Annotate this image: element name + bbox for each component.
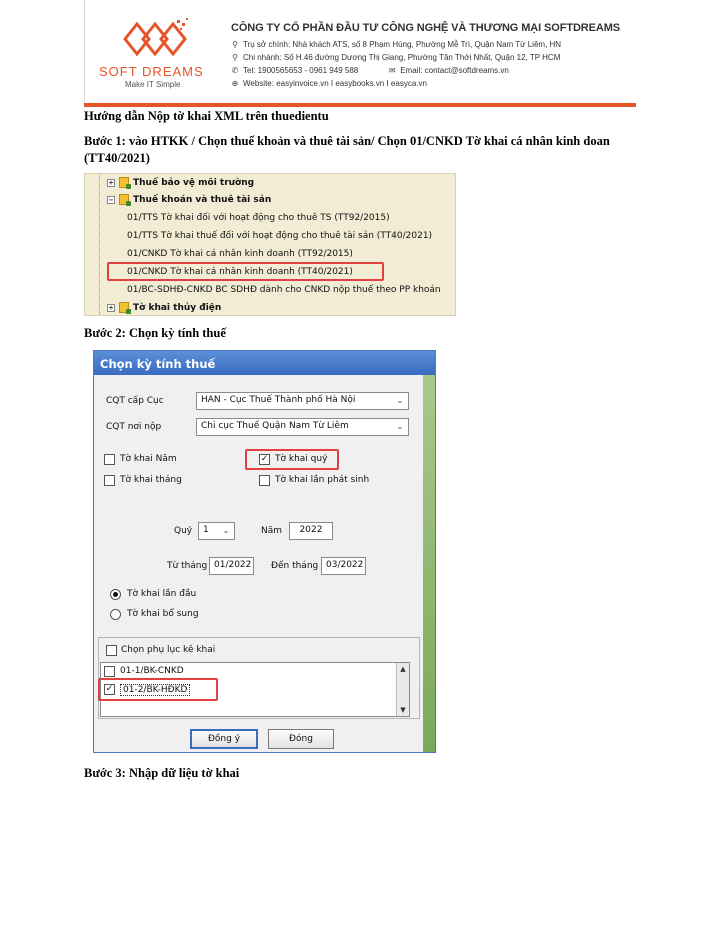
tree-item-bc-sdhd[interactable]: 01/BC-SDHĐ-CNKD BC SDHĐ dành cho CNKD nộp thuế theo PP khoán bbox=[127, 284, 441, 295]
tree-item-tts-40[interactable]: 01/TTS Tờ khai thuế đối với hoạt động cho thuê tài sản (TT40/2021) bbox=[127, 230, 433, 241]
step3-text: Bước 3: Nhập dữ liệu tờ khai bbox=[84, 766, 240, 780]
quy-label: Quý bbox=[174, 526, 193, 536]
step1-text: Bước 1: vào HTKK / Chọn thuế khoản và thuê tài sản/ Chọn 01/CNKD Tờ khai cá nhân kinh doan bbox=[84, 134, 610, 148]
location-pin-icon: ⚲ bbox=[232, 53, 238, 62]
location-pin-icon: ⚲ bbox=[232, 40, 238, 49]
select-value: HAN - Cục Thuế Thành phố Hà Nội bbox=[201, 395, 356, 405]
htkk-tree-screenshot bbox=[84, 173, 456, 316]
chevron-down-icon[interactable]: ⌄ bbox=[396, 396, 404, 405]
collapse-icon[interactable]: − bbox=[108, 195, 114, 204]
brand-name: SOFT DREAMS bbox=[99, 64, 204, 79]
list-scrollbar[interactable] bbox=[396, 663, 409, 716]
tree-guide-line bbox=[99, 174, 100, 316]
lan-dau-radio[interactable] bbox=[110, 589, 121, 600]
den-thang-label: Đến tháng bbox=[271, 561, 319, 571]
tree-item-cnkd-92[interactable]: 01/CNKD Tờ khai cá nhân kinh doanh (TT92/2015) bbox=[127, 248, 353, 259]
to-khai-nam-checkbox[interactable] bbox=[104, 454, 115, 465]
doc-heading: Hướng dẫn Nộp tờ khai XML trên thuedientu bbox=[84, 109, 329, 123]
to-khai-thang-checkbox[interactable] bbox=[104, 475, 115, 486]
bo-sung-label: Tờ khai bổ sung bbox=[127, 609, 199, 619]
to-khai-nam-label: Tờ khai Năm bbox=[120, 454, 177, 464]
expand-icon[interactable]: + bbox=[108, 303, 114, 312]
step1-text-cont: (TT40/2021) bbox=[84, 151, 150, 165]
nam-input[interactable]: 2022 bbox=[289, 522, 333, 540]
phone-icon: ✆ bbox=[231, 66, 239, 75]
mail-icon: ✉ bbox=[388, 66, 396, 75]
address-branch: ⚲ Chi nhánh: Số H.46 đường Dương Thị Giang, Phường Tân Thới Nhất, Quận 12, TP HCM bbox=[232, 53, 561, 62]
globe-icon: ⊕ bbox=[231, 79, 239, 88]
chevron-down-icon[interactable]: ⌄ bbox=[222, 526, 230, 535]
tree-item-label: Tờ khai thủy điện bbox=[133, 302, 222, 313]
cqt-cap-cuc-select[interactable] bbox=[196, 392, 409, 410]
to-khai-thang-label: Tờ khai tháng bbox=[120, 475, 182, 485]
nam-label: Năm bbox=[261, 526, 283, 536]
tree-item-bvmt[interactable] bbox=[107, 174, 254, 191]
highlight-box bbox=[107, 262, 384, 281]
tree-item-khoan[interactable] bbox=[107, 191, 271, 208]
period-dialog bbox=[93, 350, 436, 753]
scroll-up-icon[interactable]: ▲ bbox=[400, 665, 406, 673]
tree-item-label: Thuế khoán và thuê tài sản bbox=[133, 194, 272, 205]
brand-slogan: Make IT Simple bbox=[125, 80, 181, 89]
phu-luc-label: Chọn phụ lục kê khai bbox=[121, 645, 216, 655]
contact-line: ✆ Tel: 1900565653 - 0961 949 588 ✉ Email: contact@softdreams.vn bbox=[231, 66, 509, 75]
tu-thang-input[interactable]: 01/2022 bbox=[209, 557, 254, 575]
tu-thang-label: Từ tháng bbox=[167, 561, 208, 571]
folder-icon bbox=[119, 194, 129, 205]
softdreams-logo bbox=[115, 14, 195, 64]
address-main: ⚲ Trụ sở chính: Nhà khách ATS, số 8 Phạm Hùng, Phường Mễ Trì, Quận Nam Từ Liêm, HN bbox=[232, 40, 562, 49]
select-value: 1 bbox=[203, 525, 209, 535]
appendix1-checkbox[interactable] bbox=[104, 666, 115, 677]
bo-sung-radio[interactable] bbox=[110, 609, 121, 620]
cqt-noi-nop-label: CQT nơi nộp bbox=[106, 422, 162, 432]
den-thang-input[interactable]: 03/2022 bbox=[321, 557, 366, 575]
tree-item-label: Thuế bảo vệ môi trường bbox=[133, 177, 255, 188]
select-value: Chi cục Thuế Quận Nam Từ Liêm bbox=[201, 421, 349, 431]
folder-icon bbox=[119, 177, 129, 188]
ok-button[interactable]: Đồng ý bbox=[190, 729, 258, 749]
to-khai-quy-label: Tờ khai quý bbox=[275, 454, 328, 464]
phu-luc-checkbox[interactable] bbox=[106, 645, 117, 656]
appendix1-label: 01-1/BK-CNKD bbox=[120, 666, 184, 676]
appendix2-label: 01-2/BK-HĐKD bbox=[120, 684, 190, 696]
to-khai-lan-phat-sinh-checkbox[interactable] bbox=[259, 475, 270, 486]
company-name: CÔNG TY CỔ PHẦN ĐẦU TƯ CÔNG NGHỆ VÀ THƯƠNG MẠI SOFTDREAMS bbox=[231, 22, 621, 34]
step2-text: Bước 2: Chọn kỳ tính thuế bbox=[84, 326, 226, 340]
quy-select[interactable] bbox=[198, 522, 235, 540]
lan-dau-label: Tờ khai lần đầu bbox=[127, 589, 197, 599]
tree-item-thuy-dien[interactable] bbox=[107, 299, 221, 316]
folder-icon bbox=[119, 302, 129, 313]
cqt-noi-nop-select[interactable] bbox=[196, 418, 409, 436]
appendix2-checkbox[interactable]: ✓ bbox=[105, 684, 114, 694]
tree-item-cnkd-40[interactable]: 01/CNKD Tờ khai cá nhân kinh doanh (TT40/2021) bbox=[127, 266, 353, 277]
website-line: ⊕ Website: easyinvoice.vn I easybooks.vn I easyca.vn bbox=[231, 79, 427, 88]
scroll-down-icon[interactable]: ▼ bbox=[400, 706, 406, 714]
to-khai-lan-phat-sinh-label: Tờ khai lần phát sinh bbox=[275, 475, 370, 485]
cqt-cap-cuc-label: CQT cấp Cục bbox=[106, 396, 164, 406]
expand-icon[interactable]: + bbox=[108, 178, 114, 187]
highlight-box bbox=[98, 678, 218, 701]
dialog-title: Chọn kỳ tính thuế bbox=[94, 351, 436, 375]
chevron-down-icon[interactable]: ⌄ bbox=[396, 422, 404, 431]
background-window-edge bbox=[423, 375, 436, 753]
highlight-box bbox=[245, 449, 339, 470]
letterhead-divider bbox=[84, 103, 636, 107]
to-khai-quy-checkbox[interactable]: ✓ bbox=[260, 454, 269, 464]
close-button[interactable]: Đóng bbox=[268, 729, 334, 749]
tree-item-tts-92[interactable]: 01/TTS Tờ khai đối với hoạt động cho thuê TS (TT92/2015) bbox=[127, 212, 390, 223]
letterhead bbox=[84, 0, 636, 107]
